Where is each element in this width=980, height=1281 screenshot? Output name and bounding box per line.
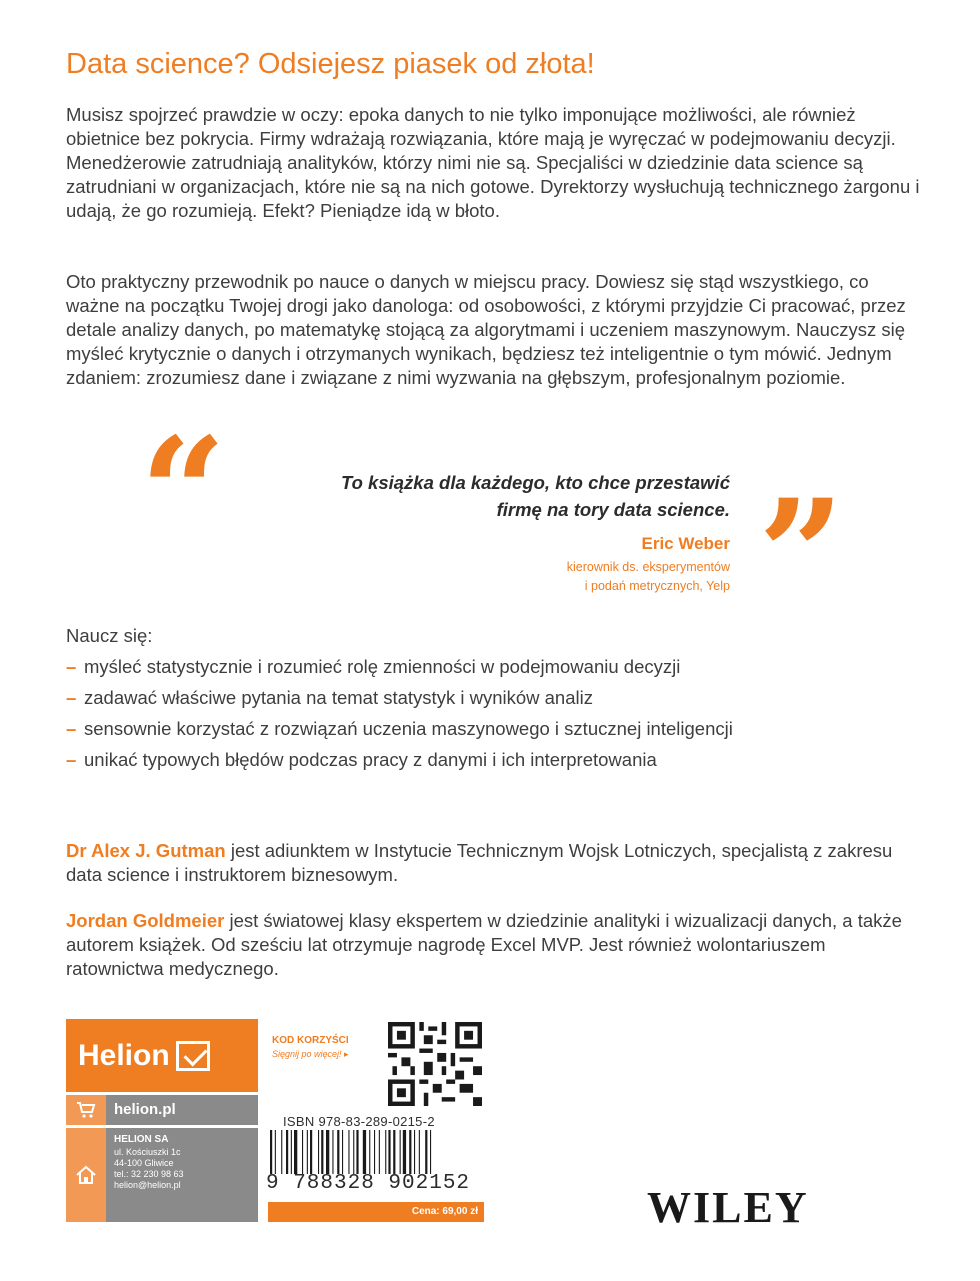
author-name: Dr Alex J. Gutman xyxy=(66,840,226,861)
qr-code-icon[interactable] xyxy=(388,1022,482,1106)
code-label: KOD KORZYŚCI xyxy=(272,1035,349,1046)
dash-icon: – xyxy=(66,656,77,677)
website-link[interactable]: helion.pl xyxy=(106,1095,258,1125)
intro-paragraph: Musisz spojrzeć prawdzie w oczy: epoka danych to nie tylko imponujące możliwości, ale również obietnice bez pokrycia. Firmy wdrażają rozwiązania, które mają je wyręczać w podejmowaniu decyzji. Menedżerowie zatrudniają analityków, którzy nimi nie są. Specjaliści w dziedzinie data science są zatrudniani w organizacjach, które nie są na nich gotowe. Dyrektorzy wysłuchują technicznego żargonu i udają, że go rozumieją. Efekt? Pieniądze idą w błoto. xyxy=(66,104,920,221)
website-row[interactable] xyxy=(66,1095,258,1125)
helion-logo: Helion xyxy=(66,1019,258,1092)
blurb-line: To książka dla każdego, kto chce przestawić xyxy=(341,472,730,493)
page-title: Data science? Odsiejesz piasek od złota! xyxy=(66,48,595,80)
author-bio: Jordan Goldmeier jest światowej klasy ekspertem w dziedzinie analityki i wizualizacji danych, a także autorem książek. Od sześciu lat otrzymuje nagrodę Excel MVP. Jest również wolontariuszem ratownictwa medycznego. xyxy=(66,910,902,979)
address-line: ul. Kościuszki 1c xyxy=(114,1147,181,1157)
wiley-logo: WILEY xyxy=(647,1183,809,1232)
guide-paragraph: Oto praktyczny przewodnik po nauce o danych w miejscu pracy. Dowiesz się stąd wszystkiego, co ważne na początku Twojej drogi jako danologa: od osobowości, z którymi przyjdzie Ci pracować, przez detale analizy danych, po matematykę stojącą za algorytmami i uczeniem maszynowym. Nauczysz się myśleć krytycznie o danych i otrzymanych wynikach, będziesz też inteligentnie o tym mówić. Jednym zdaniem: zrozumiesz dane i związane z nimi wyzwania na głębszym, profesjonalnym poziomie. xyxy=(66,271,906,388)
address-line: 44-100 Gliwice xyxy=(114,1158,174,1168)
isbn-text: ISBN 978-83-289-0215-2 xyxy=(283,1114,435,1129)
author-bio: Dr Alex J. Gutman jest adiunktem w Instytucie Technicznym Wojsk Lotniczych, specjalistą z zakresu data science i instruktorem biznesowym. xyxy=(66,840,893,885)
blurb-quote xyxy=(210,469,730,523)
list-item: – myśleć statystycznie i rozumieć rolę zmienności w podejmowaniu decyzji xyxy=(66,651,926,682)
barcode-digits: 9 788328 902152 xyxy=(266,1172,471,1195)
learn-list xyxy=(66,651,926,775)
barcode-icon xyxy=(268,1130,484,1174)
address-line: helion@helion.pl xyxy=(114,1180,181,1190)
price-label: Cena: 69,00 zł xyxy=(268,1202,484,1222)
open-quote-icon: “ xyxy=(140,405,227,581)
dash-icon: – xyxy=(66,687,77,708)
quote-author: Eric Weber xyxy=(641,534,730,553)
address-line: tel.: 32 230 98 63 xyxy=(114,1169,184,1179)
checkmark-icon xyxy=(176,1041,210,1071)
role-line: i podań metrycznych, Yelp xyxy=(584,579,730,593)
quote-author-role xyxy=(440,558,730,596)
blurb-line: firmę na tory data science. xyxy=(496,499,730,520)
code-subtitle: Sięgnij po więcej! ▸ xyxy=(272,1049,349,1059)
close-quote-icon: ” xyxy=(758,467,845,643)
list-item: – zadawać właściwe pytania na temat statystyk i wyników analiz xyxy=(66,682,926,713)
dash-icon: – xyxy=(66,718,77,739)
list-item: – unikać typowych błędów podczas pracy z danymi i ich interpretowania xyxy=(66,744,926,775)
list-item: – sensownie korzystać z rozwiązań uczenia maszynowego i sztucznej inteligencji xyxy=(66,713,926,744)
learn-heading: Naucz się: xyxy=(66,625,153,646)
author-name: Jordan Goldmeier xyxy=(66,910,225,931)
company-name: HELION SA xyxy=(114,1134,169,1145)
cart-icon xyxy=(66,1095,106,1125)
dash-icon: – xyxy=(66,749,77,770)
home-icon xyxy=(66,1128,106,1222)
address-row xyxy=(66,1128,258,1222)
role-line: kierownik ds. eksperymentów xyxy=(566,560,730,574)
publisher-address xyxy=(106,1128,258,1222)
publisher-box xyxy=(66,1019,258,1222)
